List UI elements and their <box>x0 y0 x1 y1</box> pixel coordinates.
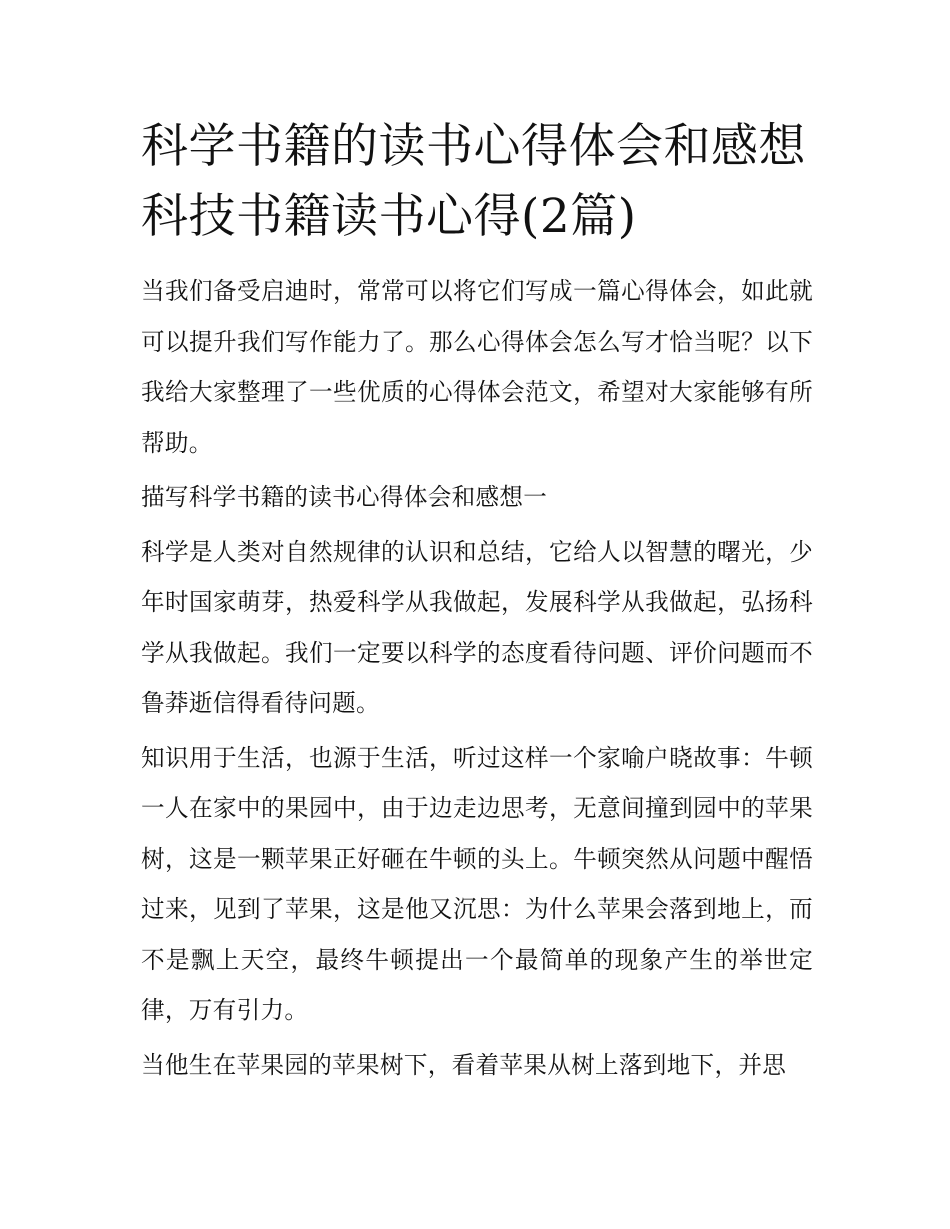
intro-paragraph: 当我们备受启迪时，常常可以将它们写成一篇心得体会，如此就可以提升我们写作能力了。那么心得体会怎么写才恰当呢？以下我给大家整理了一些优质的心得体会范文，希望对大家能够有所帮助。 <box>141 277 813 457</box>
section-heading: 描写科学书籍的读书心得体会和感想一 <box>141 483 548 511</box>
document-title: 科学书籍的读书心得体会和感想 科技书籍读书心得(2篇) <box>141 119 806 244</box>
body-paragraph: 科学是人类对自然规律的认识和总结，它给人以智慧的曙光，少年时国家萌芽，热爱科学从我做起，发展科学从我做起，弘扬科学从我做起。我们一定要以科学的态度看待问题、评价问题而不鲁莽逝信得看待问题。 <box>141 537 813 717</box>
body-paragraph: 知识用于生活，也源于生活，听过这样一个家喻户晓故事：牛顿一人在家中的果园中，由于边走边思考，无意间撞到园中的苹果树，这是一颗苹果正好砸在牛顿的头上。牛顿突然从问题中醒悟过来，见到了苹果，这是他又沉思：为什么苹果会落到地上，而不是飘上天空，最终牛顿提出一个最简单的现象产生的举世定律，万有引力。 <box>141 743 813 1024</box>
document-body <box>141 112 813 1094</box>
body-paragraph: 当他生在苹果园的苹果树下，看着苹果从树上落到地下，并思 <box>141 1050 787 1079</box>
